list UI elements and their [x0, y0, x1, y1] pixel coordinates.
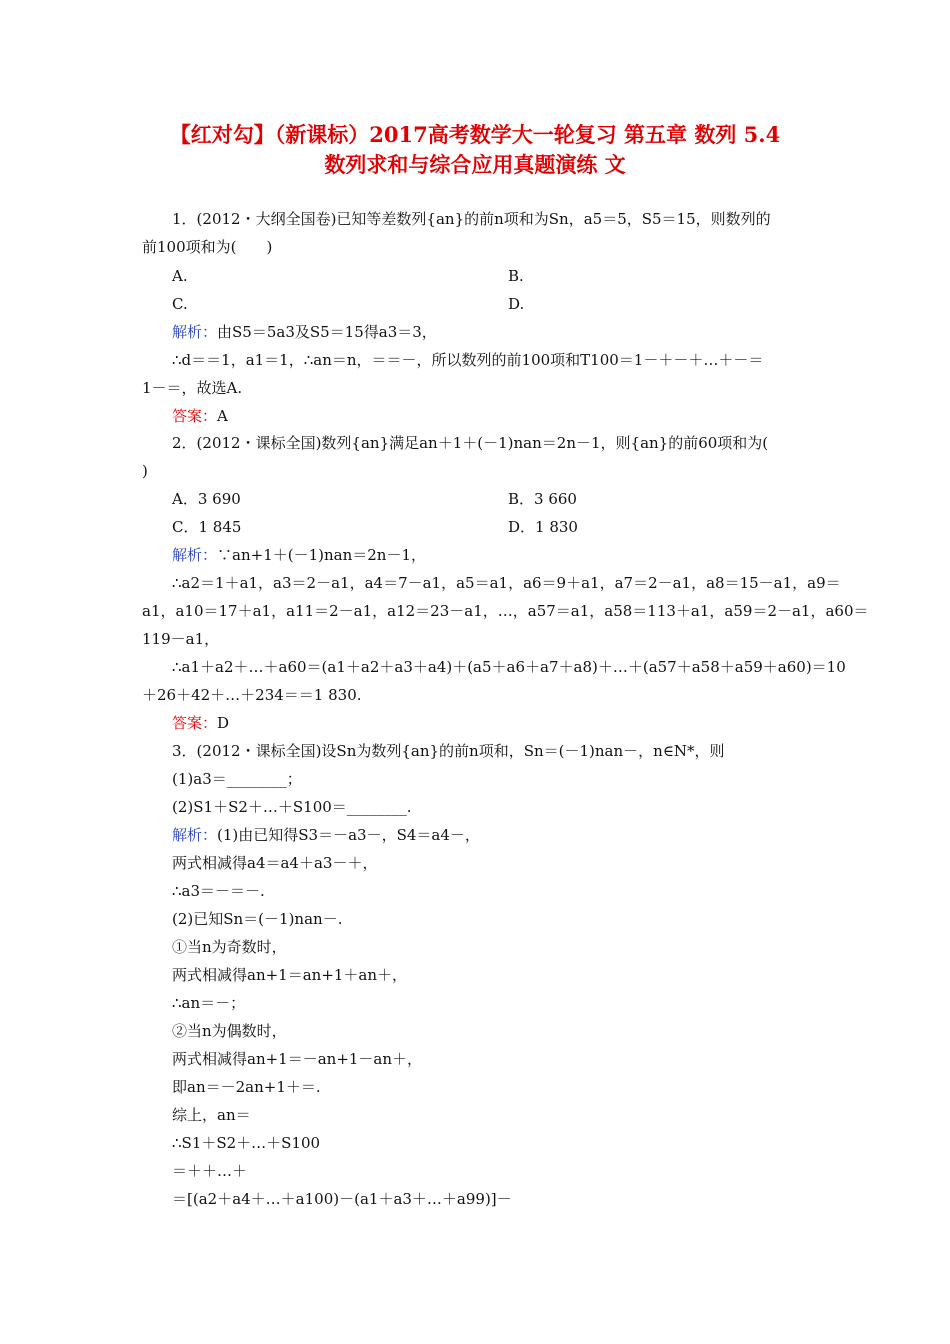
q2-analysis-line5: ∴a1＋a2＋…＋a60＝(a1＋a2＋a3＋a4)＋(a5＋a6＋a7＋a8)＋…＋(a57＋a58＋a59＋a60)＝10 — [172, 658, 846, 676]
answer-value: A — [217, 407, 228, 425]
q1-stem-line1: 1．(2012・大纲全国卷)已知等差数列{an}的前n项和为Sn，a5＝5，S5＝15，则数列的 — [172, 210, 771, 228]
analysis-label: 解析： — [172, 546, 218, 564]
analysis-text: 由S5＝5a3及S5＝15得a3＝3， — [217, 323, 437, 341]
doc-title-line2: 数列求和与综合应用真题演练 文 — [324, 152, 626, 177]
q3-blank2: (2)S1＋S2＋…＋S100＝________. — [172, 798, 412, 816]
q3-analysis-line12: ∴S1＋S2＋…＋S100 — [172, 1134, 321, 1152]
answer-label: 答案： — [172, 714, 218, 732]
q2-analysis-line3: a1，a10＝17＋a1，a11＝2－a1，a12＝23－a1，…，a57＝a1，a58＝113＋a1，a59＝2－a1，a60＝ — [142, 602, 869, 620]
q2-analysis-line4: 119－a1， — [142, 630, 220, 648]
q1-option-c: C. — [172, 295, 188, 313]
q3-analysis-line3: ∴a3＝－＝－. — [172, 882, 265, 900]
q3-analysis-line5: ①当n为奇数时， — [172, 938, 287, 956]
q2-option-d: D．1 830 — [508, 518, 578, 536]
q2-option-a: A．3 690 — [172, 490, 241, 508]
q3-analysis-line1 — [172, 825, 480, 845]
q3-analysis-line13: ＝＋＋…＋ — [172, 1162, 248, 1180]
q2-option-b: B．3 660 — [508, 490, 577, 508]
q2-stem-line2: ) — [142, 462, 148, 480]
q1-analysis-line1 — [172, 322, 437, 342]
analysis-text: (1)由已知得S3＝－a3－，S4＝a4－， — [217, 826, 480, 844]
q2-analysis-line1 — [172, 545, 426, 565]
doc-title-line1: 【红对勾】（新课标）2017高考数学大一轮复习 第五章 数列 5.4 — [169, 122, 781, 147]
analysis-label: 解析： — [172, 323, 218, 341]
q3-analysis-line2: 两式相减得a4＝a4＋a3－＋， — [172, 854, 378, 872]
q3-analysis-line9: 两式相减得an+1＝－an+1－an＋， — [172, 1050, 423, 1068]
q1-option-a: A. — [172, 267, 188, 285]
q2-stem-line1: 2．(2012・课标全国)数列{an}满足an＋1＋(－1)nan＝2n－1，则{an}的前60项和为( — [172, 434, 769, 452]
q1-answer — [172, 406, 228, 426]
q1-analysis-line3: 1－＝，故选A. — [142, 379, 243, 397]
q2-option-c: C．1 845 — [172, 518, 242, 536]
q1-stem-line2: 前100项和为( ) — [142, 238, 273, 256]
q3-analysis-line7: ∴an＝－； — [172, 994, 246, 1012]
analysis-text: ∵an+1＋(－1)nan＝2n－1， — [217, 546, 426, 564]
q2-answer — [172, 713, 229, 733]
q1-option-d: D. — [508, 295, 525, 313]
q2-analysis-line6: ＋26＋42＋…＋234＝＝1 830. — [142, 686, 362, 704]
answer-label: 答案： — [172, 407, 218, 425]
q3-analysis-line14: ＝[(a2＋a4＋…＋a100)－(a1＋a3＋…＋a99)]－ — [172, 1190, 512, 1208]
analysis-label: 解析： — [172, 826, 218, 844]
q3-blank1: (1)a3＝________； — [172, 770, 302, 788]
q3-analysis-line4: (2)已知Sn＝(－1)nan－. — [172, 910, 343, 928]
q3-stem-line1: 3．(2012・课标全国)设Sn为数列{an}的前n项和，Sn＝(－1)nan－，n∈N*，则 — [172, 742, 725, 760]
q1-option-b: B. — [508, 267, 524, 285]
q3-analysis-line11: 综上，an＝ — [172, 1106, 251, 1124]
q3-analysis-line6: 两式相减得an+1＝an+1＋an＋， — [172, 966, 408, 984]
q3-analysis-line10: 即an＝－2an+1＋＝. — [172, 1078, 321, 1096]
q1-analysis-line2: ∴d＝＝1，a1＝1，∴an＝n，＝＝－，所以数列的前100项和T100＝1－＋－＋…＋－＝ — [172, 351, 764, 369]
answer-value: D — [217, 714, 230, 732]
q2-analysis-line2: ∴a2＝1＋a1，a3＝2－a1，a4＝7－a1，a5＝a1，a6＝9＋a1，a7＝2－a1，a8＝15－a1，a9＝ — [172, 574, 841, 592]
q3-analysis-line8: ②当n为偶数时， — [172, 1022, 287, 1040]
